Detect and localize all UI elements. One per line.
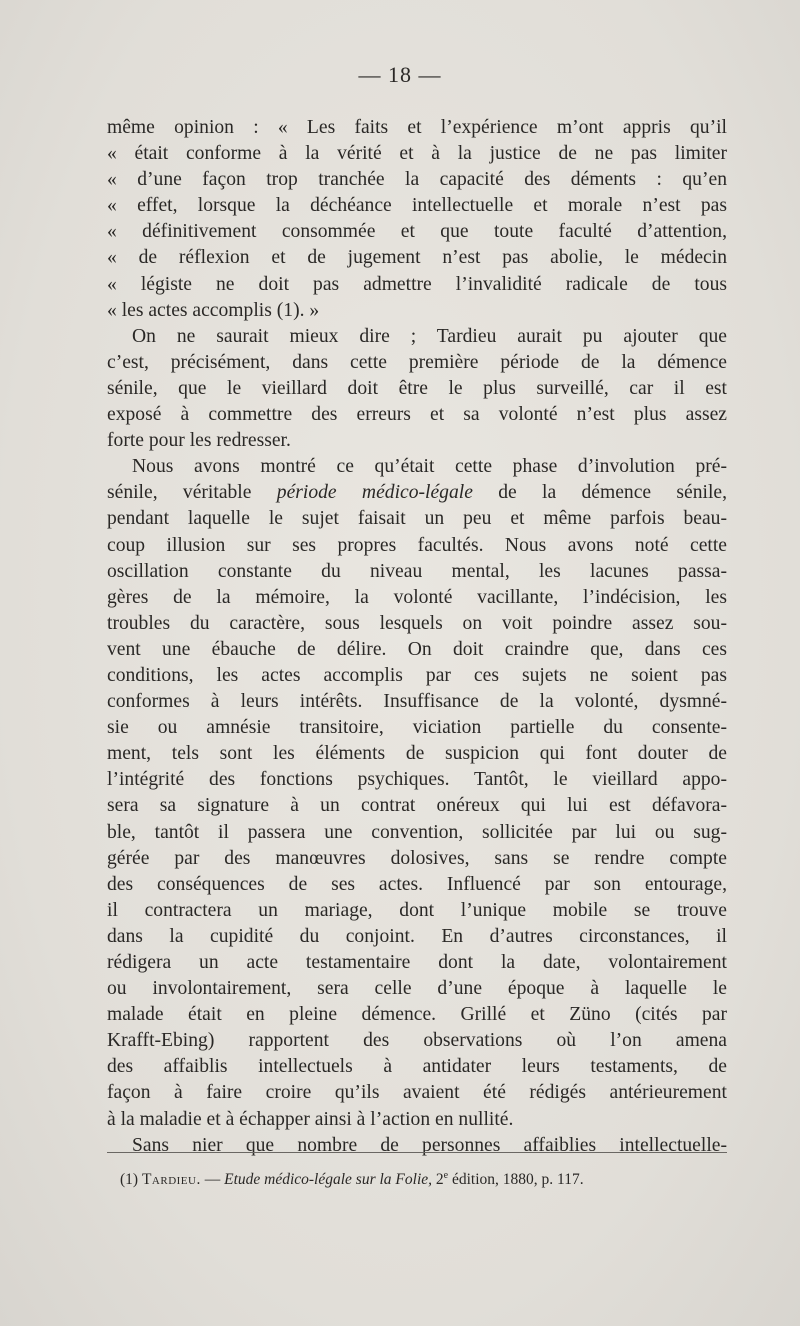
text-line: forte pour les redresser. [107,430,291,452]
text-line: l’intégrité des fonctions psychiques. Tantôt, le vieillard appo- [107,769,727,791]
text-line: Nous avons montré ce qu’était cette phase d’involution pré- [132,456,727,478]
text-line: conditions, les actes accomplis par ces sujets ne soient pas [107,664,727,686]
text-line: sénile, véritable période médico-légale de la démence sénile, [107,482,727,504]
text-line: il contractera un mariage, dont l’unique mobile se trouve [107,899,727,921]
text-line: « de réflexion et de jugement n’est pas abolie, le médecin [107,247,727,269]
text-line: coup illusion sur ses propres facultés. Nous avons noté cette [107,534,727,556]
text-line: gères de la mémoire, la volonté vacillante, l’indécision, les [107,586,727,608]
text-line: Sans nier que nombre de personnes affaiblies intellectuelle- [132,1134,727,1156]
text-line: même opinion : « Les faits et l’expérience m’ont appris qu’il [107,117,727,138]
text-line: vent une ébauche de délire. On doit craindre que, dans ces [107,638,727,660]
text-line: gérée par des manœuvres dolosives, sans se rendre compte [107,847,727,869]
text-line: sénile, que le vieillard doit être le plus surveillé, car il est [107,377,727,399]
text-line: « définitivement consommée et que toute faculté d’attention, [107,221,727,243]
text-line: ble, tantôt il passera une convention, sollicitée par lui ou sug- [107,821,727,843]
text-line: pendant laquelle le sujet faisait un peu et même parfois beau- [107,508,727,530]
text-line: dans la cupidité du conjoint. En d’autres circonstances, il [107,925,727,947]
text-line: troubles du caractère, sous lesquels on voit poindre assez sou- [107,612,727,634]
text-line: « était conforme à la vérité et à la justice de ne pas limiter [107,143,727,165]
text-line: c’est, précisément, dans cette première période de la démence [107,351,727,373]
text-line: des conséquences de ses actes. Influencé par son entourage, [107,873,727,895]
footnote-dash: — [204,1171,221,1189]
text-line: des affaiblis intellectuels à antidater leurs testaments, de [107,1056,727,1078]
text-line: « effet, lorsque la déchéance intellectuelle et morale n’est pas [107,195,727,217]
text-line: façon à faire croire qu’ils avaient été rédigés antérieurement [107,1082,727,1104]
text-line: rédigera un acte testamentaire dont la date, volontairement [107,952,727,973]
footnote-rule [107,1152,727,1153]
footnote [120,1166,720,1190]
footnote-edition: 2e édition, 1880, p. 117. [435,1170,584,1189]
footnote-author: Tardieu. [141,1171,201,1189]
text-line: sie ou amnésie transitoire, viciation partielle du consente- [107,717,727,739]
text-line: sera sa signature à un contrat onéreux qui lui est défavora- [107,795,727,817]
text-line: Krafft-Ebing) rapportent des observations où l’on amena [107,1030,727,1052]
italic-phrase: période médico-légale [276,482,473,504]
text-line: oscillation constante du niveau mental, les lacunes passa- [107,560,727,582]
footnote-title: Etude médico-légale sur la Folie, [224,1171,433,1189]
page-number: — 18 — [358,62,442,87]
text-line: « d’une façon trop tranchée la capacité des déments : qu’en [107,169,727,191]
text-line: exposé à commettre des erreurs et sa volonté n’est plus assez [107,404,727,426]
text-line: à la maladie et à échapper ainsi à l’action en nullité. [107,1108,514,1130]
body-text [107,115,727,1159]
text-line: « les actes accomplis (1). » [107,299,320,321]
text-line: ou involontairement, sera celle d’une époque à laquelle le [107,978,727,1000]
footnote-marker: (1) [120,1171,139,1189]
text-line: conformes à leurs intérêts. Insuffisance de la volonté, dysmné- [107,691,727,713]
text-line: malade était en pleine démence. Grillé et Züno (cités par [107,1004,727,1026]
text-line: On ne saurait mieux dire ; Tardieu aurait pu ajouter que [132,325,727,347]
text-line: « légiste ne doit pas admettre l’invalidité radicale de tous [107,273,727,295]
text-line: ment, tels sont les éléments de suspicion qui font douter de [107,743,727,765]
